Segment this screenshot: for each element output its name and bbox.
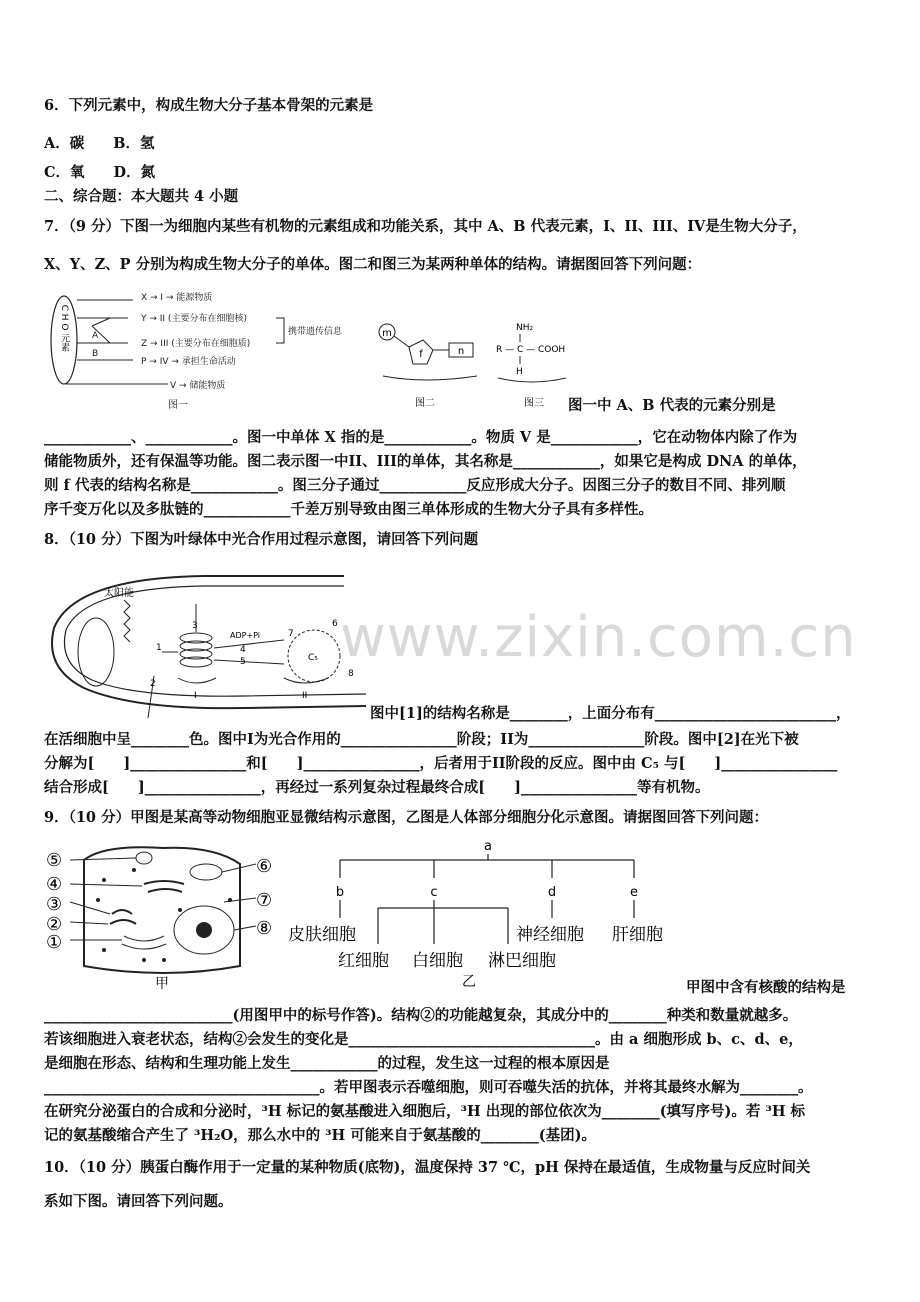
label-3: 3 bbox=[192, 621, 198, 631]
jia-label-5: ⑤ bbox=[46, 850, 63, 871]
jia-label-6: ⑥ bbox=[256, 856, 273, 877]
figure-chloroplast bbox=[44, 568, 366, 718]
figure-2-nucleotide bbox=[375, 320, 495, 412]
q9-line-3: __________________________(用图甲中的标号作答)。结构②的功能越复杂，其成分中的________种类和数量就越多。 bbox=[44, 1007, 798, 1024]
fig2-n: n bbox=[457, 346, 465, 357]
fig1-arrow-a: A bbox=[92, 331, 99, 341]
q8-line-2: 图中[1]的结构名称是________，上面分布有_________________________， bbox=[370, 705, 851, 722]
fig2-caption: 图二 bbox=[415, 398, 435, 409]
watermark: www.zixin.com.cn bbox=[340, 605, 857, 670]
q9-line-5: 是细胞在形态、结构和生理功能上发生____________的过程，发生这一过程的根本原因是 bbox=[44, 1055, 610, 1072]
chloroplast-sunlight: 太阳能 bbox=[104, 588, 134, 599]
q7-line-4: ____________、____________。图一中单体 X 指的是____________。物质 V 是____________，它在动物体内除了作为 bbox=[44, 429, 798, 446]
fig2-m: m bbox=[382, 328, 392, 339]
yi-c: c bbox=[430, 885, 438, 900]
q7-line-3: 图一中 A、B 代表的元素分别是 bbox=[568, 397, 776, 414]
q7-line-1: 7．（9 分）下图一为细胞内某些有机物的元素组成和功能关系，其中 A、B 代表元素，I、II、III、IV是生物大分子， bbox=[44, 218, 807, 235]
fig3-h: H bbox=[516, 367, 523, 377]
label-4: 4 bbox=[240, 645, 246, 655]
chloroplast-adp: ADP+Pi bbox=[230, 631, 261, 640]
q6-options-cd: C．氧 D．氮 bbox=[44, 164, 156, 181]
yi-b: b bbox=[335, 885, 345, 900]
q7-line-5: 储能物质外，还有保温等功能。图二表示图一中II、III的单体，其名称是____________，如果它是构成 DNA 的单体， bbox=[44, 453, 807, 470]
label-7: 7 bbox=[288, 629, 294, 639]
fig1-arrow-b: B bbox=[92, 349, 99, 359]
q9-line-7: 在研究分泌蛋白的合成和分泌时，³H 标记的氨基酸进入细胞后，³H 出现的部位依次为________(填写序号)。若 ³H 标 bbox=[44, 1103, 806, 1120]
q7-line-6: 则 f 代表的结构名称是____________。图三分子通过____________反应形成大分子。因图三分子的数目不同、排列顺 bbox=[44, 477, 786, 494]
fig1-elements-label: C H O 元素 bbox=[59, 304, 69, 352]
section-heading: 二、综合题：本大题共 4 小题 bbox=[44, 188, 239, 205]
q8-line-3: 在活细胞中呈________色。图中I为光合作用的________________阶段；II为________________阶段。图中[2]在光下被 bbox=[44, 731, 799, 748]
q7-line-7: 序千变万化以及多肽链的____________千差万别导致由图三单体形成的生物大分子具有多样性。 bbox=[44, 501, 653, 518]
label-5: 5 bbox=[240, 657, 246, 667]
yi-nerve: 神经细胞 bbox=[516, 925, 584, 945]
fig3-caption: 图三 bbox=[524, 398, 544, 409]
label-6: 6 bbox=[332, 619, 338, 629]
jia-label-7: ⑦ bbox=[256, 890, 273, 911]
fig3-chain: R — C — COOH bbox=[496, 345, 566, 355]
yi-e: e bbox=[630, 885, 638, 900]
label-1: 1 bbox=[156, 643, 162, 653]
yi-red: 红细胞 bbox=[338, 951, 389, 971]
q9-line-6: ______________________________________。若甲图表示吞噬细胞，则可吞噬失活的抗体，并将其最终水解为________。 bbox=[44, 1079, 813, 1096]
jia-label-1: ① bbox=[46, 932, 63, 953]
q8-line-4: 分解为[ ]________________和[ ]________________，后者用于II阶段的反应。图中由 C₅ 与[ ]________________ bbox=[44, 755, 838, 772]
stage-i: I bbox=[194, 691, 197, 701]
figure-yi-differentiation bbox=[286, 838, 686, 988]
label-2: 2 bbox=[150, 679, 156, 689]
q9-line-2: 甲图中含有核酸的结构是 bbox=[686, 979, 846, 996]
fig1-caption: 图一 bbox=[168, 400, 188, 411]
figure-3-amino-acid bbox=[494, 320, 574, 412]
q9-line-8: 记的氨基酸缩合产生了 ³H₂O，那么水中的 ³H 可能来自于氨基酸的________(基团)。 bbox=[44, 1127, 596, 1144]
yi-skin: 皮肤细胞 bbox=[288, 925, 356, 945]
yi-white: 白细胞 bbox=[412, 951, 463, 971]
fig1-row3: Z → III (主要分布在细胞质) bbox=[141, 339, 251, 349]
jia-label-4: ④ bbox=[46, 874, 63, 895]
yi-d: d bbox=[547, 885, 557, 900]
fig1-row4: P → IV → 承担生命活动 bbox=[141, 357, 236, 367]
stage-ii: II bbox=[302, 691, 308, 701]
yi-caption: 乙 bbox=[462, 974, 476, 988]
yi-a: a bbox=[484, 839, 492, 854]
fig1-row5: V → 储能物质 bbox=[170, 381, 226, 391]
label-8: 8 bbox=[348, 669, 354, 679]
q7-line-2: X、Y、Z、P 分别为构成生物大分子的单体。图二和图三为某两种单体的结构。请据图回答下列问题： bbox=[44, 256, 702, 273]
jia-label-2: ② bbox=[46, 914, 63, 935]
figure-1-element-diagram bbox=[48, 288, 368, 413]
q9-line-1: 9．（10 分）甲图是某高等动物细胞亚显微结构示意图，乙图是人体部分细胞分化示意图。请据图回答下列问题： bbox=[44, 809, 769, 826]
chloroplast-c5: C₅ bbox=[308, 653, 318, 663]
fig3-nh2: NH₂ bbox=[516, 323, 534, 333]
q10-line-2: 系如下图。请回答下列问题。 bbox=[44, 1193, 233, 1210]
fig1-row2: Y → II (主要分布在细胞核) bbox=[141, 314, 247, 324]
fig1-row1: X → I → 能源物质 bbox=[141, 293, 213, 303]
q6-options-ab: A．碳 B．氢 bbox=[44, 135, 155, 152]
q9-line-4: 若该细胞进入衰老状态，结构②会发生的变化是__________________________________。由 a 细胞形成 b、c、d、e， bbox=[44, 1031, 803, 1048]
q8-line-1: 8．（10 分）下图为叶绿体中光合作用过程示意图，请回答下列问题 bbox=[44, 531, 479, 548]
fig1-carry-label: 携带遗传信息 bbox=[288, 327, 343, 337]
q8-line-5: 结合形成[ ]________________，再经过一系列复杂过程最终合成[ ]________________等有机物。 bbox=[44, 779, 710, 796]
q6-stem: 6．下列元素中，构成生物大分子基本骨架的元素是 bbox=[44, 97, 374, 114]
jia-label-3: ③ bbox=[46, 894, 63, 915]
figure-jia-animal-cell bbox=[44, 840, 284, 992]
jia-label-8: ⑧ bbox=[256, 918, 273, 939]
yi-lymph: 淋巴细胞 bbox=[488, 951, 556, 971]
fig2-f: f bbox=[419, 349, 423, 360]
jia-caption: 甲 bbox=[155, 976, 169, 992]
yi-liver: 肝细胞 bbox=[612, 925, 663, 945]
q10-line-1: 10．（10 分）胰蛋白酶作用于一定量的某种物质(底物)，温度保持 37 ℃，pH 保持在最适值，生成物量与反应时间关 bbox=[44, 1159, 811, 1176]
